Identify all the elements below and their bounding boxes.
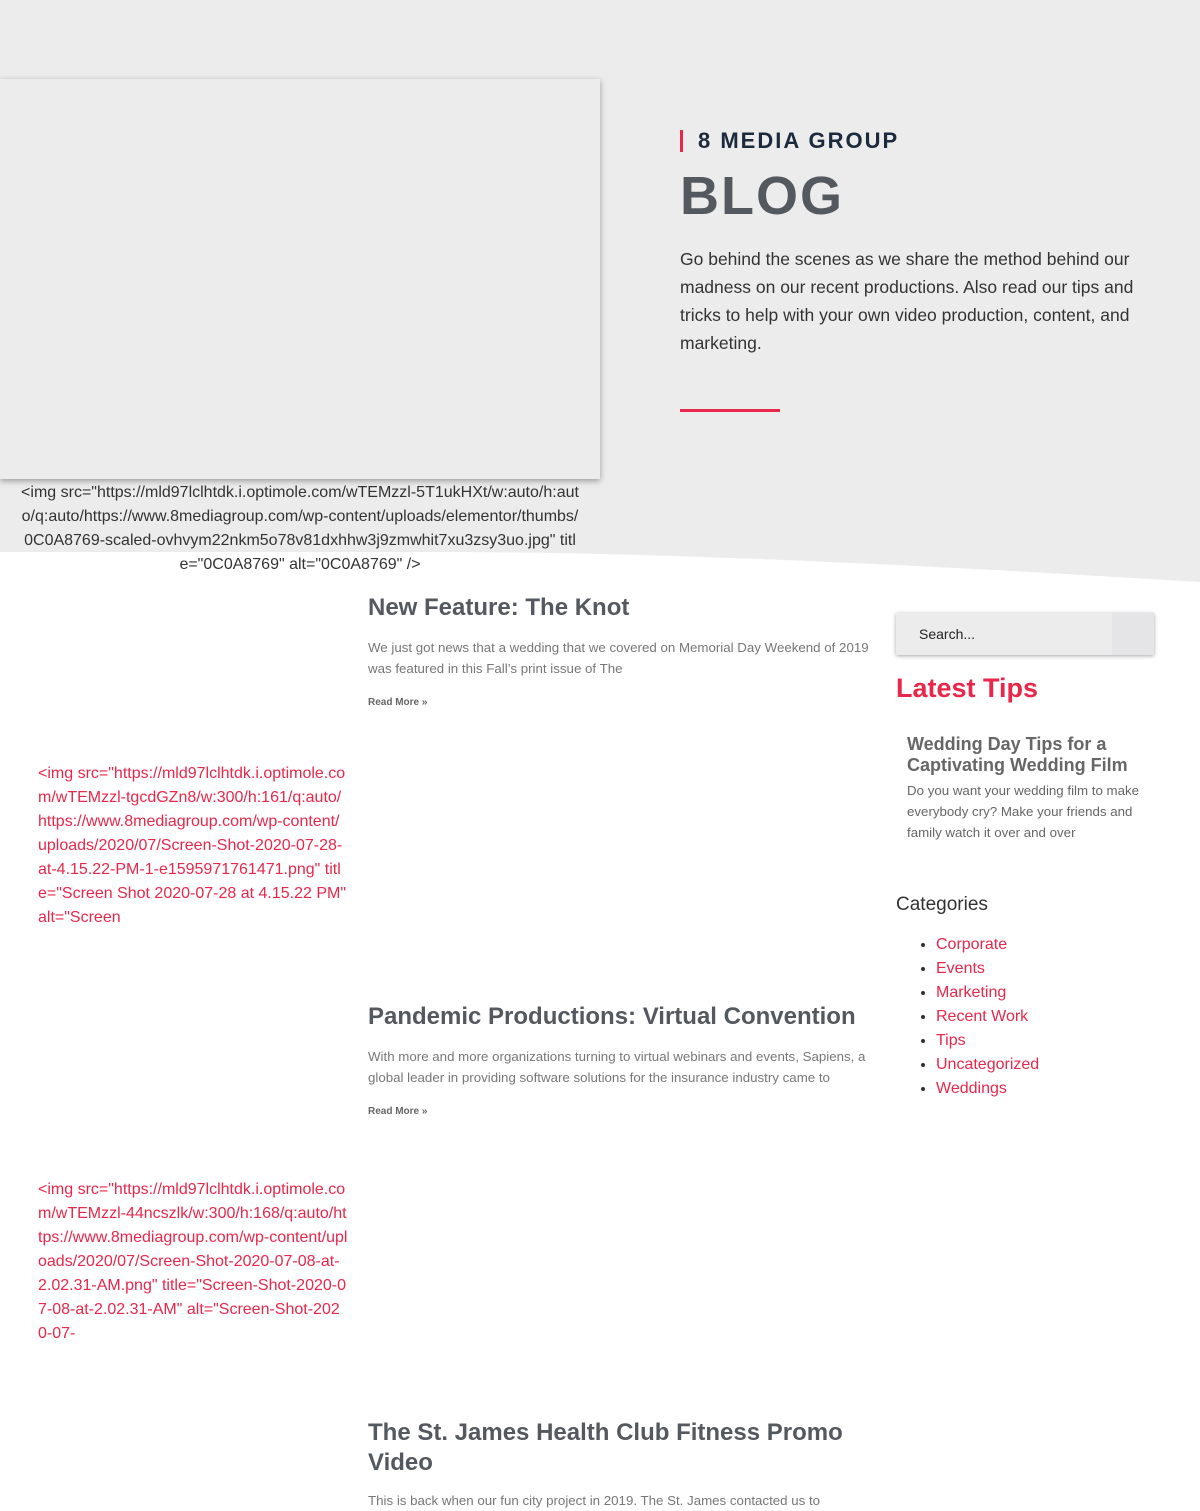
post-excerpt: With more and more organizations turning to virtual webinars and events, Sapiens, a global leader in providing software solutions for the insurance industry came to bbox=[368, 1049, 866, 1085]
hero-accent-divider bbox=[680, 409, 780, 412]
post-title-st-james[interactable] bbox=[368, 1418, 858, 1478]
hero-image-alt-text: <img src="https://mld97lclhtdk.i.optimole.com/wTEMzzl-5T1ukHXt/w:auto/h:auto/q:auto/https://www.8mediagroup.com/wp-content/uploads/elementor/thumbs/0C0A8769-scaled-ovhvym22nkm5o78v81dxhhw3j9zmwhit7xu3zsy3uo.jpg" title="0C0A8769" alt="0C0A8769" /> bbox=[21, 484, 579, 573]
post-title-text[interactable]: Pandemic Productions: Virtual Convention bbox=[368, 1003, 856, 1030]
category-link-events[interactable]: Events bbox=[936, 960, 985, 977]
hero-description: Go behind the scenes as we share the method behind our madness on our recent productions. Also read our tips and tricks to help with your own video production, content, and marketing. bbox=[680, 249, 1134, 353]
categories-heading: Categories bbox=[896, 894, 988, 915]
list-item bbox=[936, 957, 1039, 981]
latest-tips-heading: Latest Tips bbox=[896, 673, 1039, 703]
hero-eyebrow bbox=[680, 128, 899, 154]
search-input[interactable] bbox=[896, 613, 1112, 655]
post-title-pandemic[interactable] bbox=[368, 1002, 868, 1032]
eyebrow-accent-bar bbox=[680, 130, 683, 152]
page-title: BLOG bbox=[680, 166, 844, 226]
read-more-link[interactable]: Read More » bbox=[368, 697, 428, 708]
search-button[interactable] bbox=[1112, 613, 1154, 655]
category-link-weddings[interactable]: Weddings bbox=[936, 1080, 1007, 1097]
category-link-corporate[interactable]: Corporate bbox=[936, 936, 1008, 953]
category-link-recent-work[interactable]: Recent Work bbox=[936, 1008, 1029, 1025]
hero-image bbox=[0, 79, 600, 479]
read-more-link[interactable]: Read More » bbox=[368, 1106, 428, 1117]
post-excerpt: We just got news that a wedding that we covered on Memorial Day Weekend of 2019 was featured in this Fall’s print issue of The bbox=[368, 640, 869, 676]
post-thumbnail[interactable]: <img src="https://mld97lclhtdk.i.optimole.com/wTEMzzl-44ncszlk/w:300/h:168/q:auto/https://www.8mediagroup.com/wp-content/uploads/2020/07/Screen-Shot-2020-07-08-at-2.02.31-AM.png" title="Screen-Shot-2020-07-08-at-2.02.31-AM" alt="Screen-Shot-2020-07- bbox=[38, 1181, 348, 1342]
categories-list bbox=[896, 933, 1039, 1101]
list-item bbox=[936, 981, 1039, 1005]
eyebrow-text: 8 MEDIA GROUP bbox=[698, 128, 900, 153]
post-thumbnail[interactable]: <img src="https://mld97lclhtdk.i.optimole.com/wTEMzzl-tgcdGZn8/w:300/h:161/q:auto/https://www.8mediagroup.com/wp-content/uploads/2020/07/Screen-Shot-2020-07-28-at-4.15.22-PM-1-e1595971761471.png" title="Screen Shot 2020-07-28 at 4.15.22 PM" alt="Screen bbox=[38, 765, 347, 926]
post-title-text[interactable]: The St. James Health Club Fitness Promo Video bbox=[368, 1419, 843, 1476]
list-item bbox=[936, 1029, 1039, 1053]
tip-excerpt: Do you want your wedding film to make everybody cry? Make your friends and family watch it over and over bbox=[907, 783, 1140, 840]
list-item bbox=[936, 933, 1039, 957]
post-title-knot[interactable] bbox=[368, 593, 868, 623]
category-link-uncategorized[interactable]: Uncategorized bbox=[936, 1056, 1040, 1073]
tip-title[interactable]: Wedding Day Tips for a Captivating Wedding Film bbox=[907, 734, 1128, 775]
tip-card[interactable] bbox=[907, 734, 1143, 854]
list-item bbox=[936, 1005, 1039, 1029]
search-form bbox=[896, 613, 1154, 655]
list-item bbox=[936, 1053, 1039, 1077]
category-link-marketing[interactable]: Marketing bbox=[936, 984, 1007, 1001]
post-title-text[interactable]: New Feature: The Knot bbox=[368, 594, 630, 621]
post-excerpt: This is back when our fun city project in 2019. The St. James contacted us to bbox=[368, 1493, 821, 1508]
list-item bbox=[936, 1077, 1039, 1101]
category-link-tips[interactable]: Tips bbox=[936, 1032, 966, 1049]
